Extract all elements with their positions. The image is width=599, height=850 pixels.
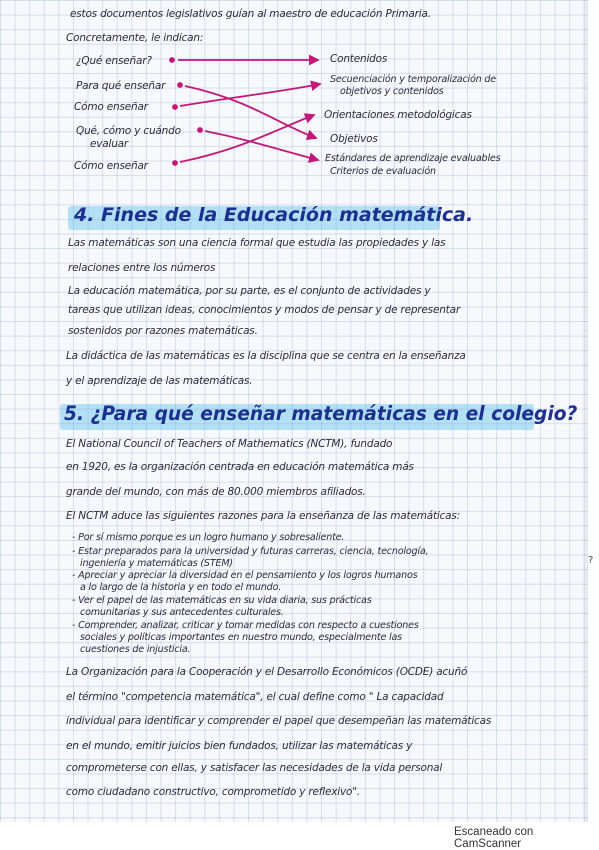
arrow-dot-4 bbox=[198, 128, 202, 132]
bullet-3: - Apreciar y apreciar la diversidad en el pensamiento y los logros humanos bbox=[72, 570, 418, 581]
s5-line-1: El National Council of Teachers of Mathematics (NCTM), fundado bbox=[66, 438, 393, 450]
map-left-evaluar: evaluar bbox=[90, 138, 129, 150]
arrow-dot-5 bbox=[173, 161, 177, 165]
intro-line-2: Concretamente, le indican: bbox=[66, 32, 204, 44]
ocde-line-1: La Organización para la Cooperación y el Desarrollo Económicos (OCDE) acuñó bbox=[66, 666, 468, 678]
map-left-como-ensenar: Cómo enseñar bbox=[74, 101, 148, 113]
ocde-line-3: individual para identificar y comprender el papel que desempeñan las matemáticas bbox=[66, 715, 492, 727]
s4-line-2: relaciones entre los números bbox=[68, 262, 216, 274]
arrow-dot-3 bbox=[173, 105, 177, 109]
bullet-2-cont: ingeniería y matemáticas (STEM) bbox=[80, 558, 233, 569]
map-right-contenidos: Contenidos bbox=[330, 53, 388, 65]
arrow-evaluar-estandares bbox=[205, 131, 318, 160]
s5-line-4: El NCTM aduce las siguientes razones para la enseñanza de las matemáticas: bbox=[66, 510, 461, 522]
arrow-como-secuenciacion bbox=[180, 84, 320, 106]
bullet-4-cont: comunitarias y sus antecedentes culturales. bbox=[80, 607, 284, 618]
bullet-3-cont: a lo largo de la historia y en todo el mundo. bbox=[80, 582, 282, 593]
map-right-objetivos: Objetivos bbox=[330, 133, 378, 145]
bullet-5-cont-2: cuestiones de injusticia. bbox=[80, 644, 191, 655]
map-left-como-ensenar-2: Cómo enseñar bbox=[74, 160, 148, 172]
arrow-como-orientaciones bbox=[180, 115, 314, 162]
map-right-criterios: Criterios de evaluación bbox=[330, 166, 436, 177]
arrow-dot-2 bbox=[178, 83, 182, 87]
edge-mark: ? bbox=[588, 555, 594, 566]
ocde-line-6: como ciudadano constructivo, comprometido y reflexivo". bbox=[66, 786, 360, 798]
bullet-5: - Comprender, analizar, criticar y tomar medidas con respecto a cuestiones bbox=[72, 620, 419, 631]
s4-line-5: sostenidos por razones matemáticas. bbox=[68, 325, 258, 337]
map-left-que-como-cuando: Qué, cómo y cuándo bbox=[76, 125, 181, 137]
s4-line-3: La educación matemática, por su parte, es el conjunto de actividades y bbox=[68, 285, 431, 297]
map-right-objetivos-contenidos: objetivos y contenidos bbox=[340, 86, 444, 97]
s4-line-1: Las matemáticas son una ciencia formal que estudia las propiedades y las bbox=[68, 237, 446, 249]
map-left-que-ensenar: ¿Qué enseñar? bbox=[76, 55, 152, 67]
arrow-dot-1 bbox=[170, 58, 174, 62]
ocde-line-2: el término "competencia matemática", el cual define como " La capacidad bbox=[66, 691, 444, 703]
scanner-footer: Escaneado con CamScanner bbox=[454, 826, 534, 850]
arrow-paraque-objetivos bbox=[185, 86, 316, 138]
map-right-estandares: Estándares de aprendizaje evaluables bbox=[325, 153, 501, 164]
bullet-4: - Ver el papel de las matemáticas en su vida diaria, sus prácticas bbox=[72, 595, 372, 606]
bullet-5-cont: sociales y políticas importantes en nuestro mundo, especialmente las bbox=[80, 632, 402, 643]
page-edge-shadow bbox=[582, 0, 588, 822]
s4-line-6: La didáctica de las matemáticas es la disciplina que se centra en la enseñanza bbox=[66, 350, 466, 362]
bullet-1: - Por sí mismo porque es un logro humano y sobresaliente. bbox=[72, 532, 345, 543]
map-left-para-que: Para qué enseñar bbox=[76, 80, 166, 92]
section-5-heading: 5. ¿Para qué enseñar matemáticas en el colegio? bbox=[64, 402, 578, 425]
bullet-2: - Estar preparados para la universidad y futuras carreras, ciencia, tecnología, bbox=[72, 546, 429, 557]
s5-line-3: grande del mundo, con más de 80.000 miembros afiliados. bbox=[66, 486, 366, 498]
section-4-heading: 4. Fines de la Educación matemática. bbox=[74, 204, 474, 226]
s5-line-2: en 1920, es la organización centrada en educación matemática más bbox=[66, 461, 414, 473]
ocde-line-4: en el mundo, emitir juicios bien fundados, utilizar las matemáticas y bbox=[66, 740, 413, 752]
s4-line-4: tareas que utilizan ideas, conocimientos y modos de pensar y de representar bbox=[68, 304, 460, 316]
intro-line-1: estos documentos legislativos guían al maestro de educación Primaria. bbox=[70, 8, 431, 20]
s4-line-7: y el aprendizaje de las matemáticas. bbox=[66, 375, 253, 387]
map-right-orientaciones: Orientaciones metodológicas bbox=[324, 109, 472, 121]
ocde-line-5: comprometerse con ellas, y satisfacer las necesidades de la vida personal bbox=[66, 762, 443, 774]
map-right-secuenciacion: Secuenciación y temporalización de bbox=[330, 74, 496, 85]
